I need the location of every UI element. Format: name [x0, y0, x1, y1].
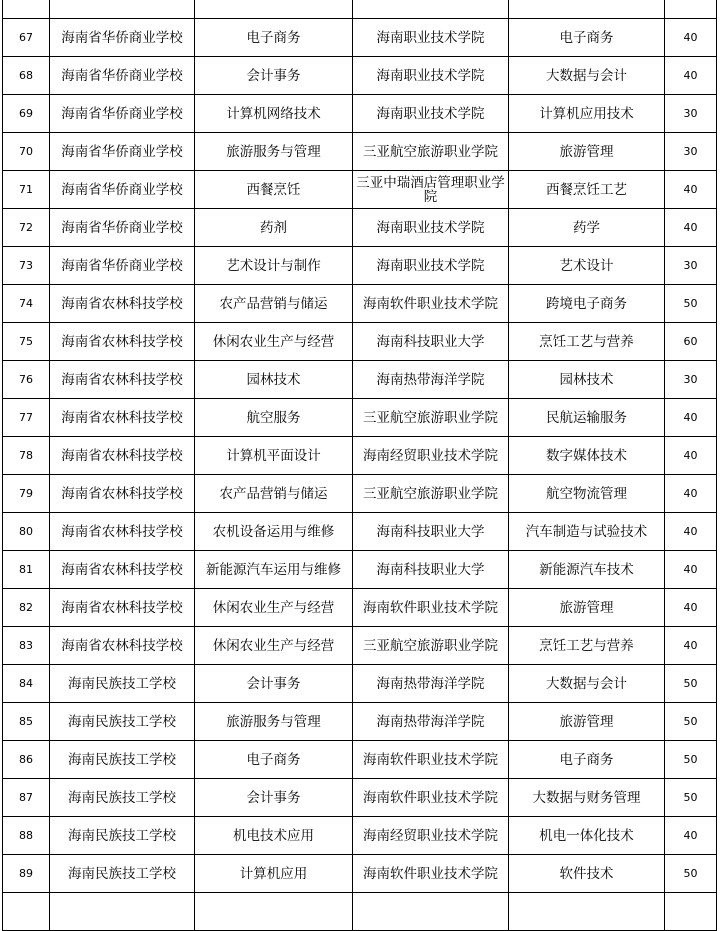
row-number-cell: 83: [3, 627, 50, 665]
college-cell: 海南软件职业技术学院: [353, 779, 509, 817]
table-row: [3, 361, 717, 399]
college-cell: 海南软件职业技术学院: [353, 741, 509, 779]
row-number-cell: 86: [3, 741, 50, 779]
quota-cell: 40: [665, 209, 717, 247]
table-row: [3, 817, 717, 855]
major-cell: 休闲农业生产与经营: [195, 589, 353, 627]
row-number-cell: 78: [3, 437, 50, 475]
major-cell: 航空服务: [195, 399, 353, 437]
row-number-cell: 71: [3, 171, 50, 209]
major-cell: 西餐烹饪: [195, 171, 353, 209]
school-cell: 海南省农林科技学校: [50, 551, 195, 589]
quota-cell: 40: [665, 399, 717, 437]
quota-cell: 40: [665, 589, 717, 627]
college-cell: 海南科技职业大学: [353, 551, 509, 589]
school-cell: 海南省华侨商业学校: [50, 171, 195, 209]
row-number-cell: 89: [3, 855, 50, 893]
quota-cell: 30: [665, 95, 717, 133]
major-cell: 农产品营销与储运: [195, 475, 353, 513]
college-cell: 海南科技职业大学: [353, 513, 509, 551]
target-major-cell: 旅游管理: [509, 703, 665, 741]
row-number-cell: 69: [3, 95, 50, 133]
major-cell: 休闲农业生产与经营: [195, 627, 353, 665]
major-cell: 会计事务: [195, 779, 353, 817]
quota-cell: 40: [665, 437, 717, 475]
major-cell: 农产品营销与储运: [195, 285, 353, 323]
major-cell: 旅游服务与管理: [195, 133, 353, 171]
school-cell: 海南省农林科技学校: [50, 513, 195, 551]
table-row: [3, 95, 717, 133]
quota-cell: 50: [665, 285, 717, 323]
row-number-cell: 79: [3, 475, 50, 513]
table-row: [3, 665, 717, 703]
quota-cell: 30: [665, 133, 717, 171]
quota-cell: [665, 0, 717, 19]
school-cell: 海南民族技工学校: [50, 665, 195, 703]
college-cell: 海南热带海洋学院: [353, 665, 509, 703]
table-row: [3, 323, 717, 361]
target-major-cell: 航空物流管理: [509, 475, 665, 513]
table-row: [3, 627, 717, 665]
major-cell: 计算机应用: [195, 855, 353, 893]
table-body: [3, 0, 717, 931]
college-cell: 海南软件职业技术学院: [353, 589, 509, 627]
row-number-cell: 76: [3, 361, 50, 399]
school-cell: 海南省华侨商业学校: [50, 57, 195, 95]
college-cell: 三亚航空旅游职业学院: [353, 627, 509, 665]
major-cell: 计算机网络技术: [195, 95, 353, 133]
quota-cell: 50: [665, 779, 717, 817]
school-cell: 海南省华侨商业学校: [50, 19, 195, 57]
target-major-cell: 软件技术: [509, 855, 665, 893]
row-number-cell: 73: [3, 247, 50, 285]
target-major-cell: [509, 893, 665, 931]
major-cell: 新能源汽车运用与维修: [195, 551, 353, 589]
major-cell: [195, 0, 353, 19]
target-major-cell: 机电一体化技术: [509, 817, 665, 855]
quota-cell: 50: [665, 703, 717, 741]
school-cell: 海南省农林科技学校: [50, 285, 195, 323]
college-cell: 海南职业技术学院: [353, 19, 509, 57]
major-cell: 电子商务: [195, 19, 353, 57]
school-cell: 海南民族技工学校: [50, 855, 195, 893]
table-row: [3, 285, 717, 323]
table-container: [2, 0, 717, 931]
quota-cell: 30: [665, 247, 717, 285]
row-number-cell: 77: [3, 399, 50, 437]
major-cell: 电子商务: [195, 741, 353, 779]
college-cell: [353, 0, 509, 19]
row-number-cell: 74: [3, 285, 50, 323]
college-cell: 三亚航空旅游职业学院: [353, 475, 509, 513]
table-row: [3, 57, 717, 95]
school-cell: 海南省华侨商业学校: [50, 209, 195, 247]
college-cell: 海南经贸职业技术学院: [353, 817, 509, 855]
college-cell: 海南热带海洋学院: [353, 703, 509, 741]
school-cell: 海南民族技工学校: [50, 779, 195, 817]
school-cell: 海南省农林科技学校: [50, 437, 195, 475]
college-cell: 海南软件职业技术学院: [353, 285, 509, 323]
row-number-cell: 82: [3, 589, 50, 627]
row-number-cell: 87: [3, 779, 50, 817]
table-row: [3, 513, 717, 551]
target-major-cell: [509, 0, 665, 19]
table-row: [3, 399, 717, 437]
target-major-cell: 旅游管理: [509, 133, 665, 171]
major-cell: 园林技术: [195, 361, 353, 399]
table-row: [3, 19, 717, 57]
target-major-cell: 跨境电子商务: [509, 285, 665, 323]
quota-cell: 50: [665, 741, 717, 779]
school-cell: 海南民族技工学校: [50, 817, 195, 855]
target-major-cell: 大数据与会计: [509, 57, 665, 95]
target-major-cell: 大数据与财务管理: [509, 779, 665, 817]
school-cell: [50, 893, 195, 931]
target-major-cell: 烹饪工艺与营养: [509, 323, 665, 361]
table-row: [3, 171, 717, 209]
table-row: [3, 247, 717, 285]
target-major-cell: 艺术设计: [509, 247, 665, 285]
row-number-cell: 75: [3, 323, 50, 361]
quota-cell: 60: [665, 323, 717, 361]
row-number-cell: 72: [3, 209, 50, 247]
table-row: [3, 133, 717, 171]
table-row: [3, 209, 717, 247]
row-number-cell: 68: [3, 57, 50, 95]
quota-cell: 40: [665, 171, 717, 209]
quota-cell: 40: [665, 513, 717, 551]
quota-cell: 30: [665, 361, 717, 399]
college-cell: 海南科技职业大学: [353, 323, 509, 361]
college-cell: 海南经贸职业技术学院: [353, 437, 509, 475]
major-cell: [195, 893, 353, 931]
table-row: [3, 779, 717, 817]
college-cell: 海南热带海洋学院: [353, 361, 509, 399]
target-major-cell: 西餐烹饪工艺: [509, 171, 665, 209]
row-number-cell: [3, 893, 50, 931]
school-cell: 海南省华侨商业学校: [50, 247, 195, 285]
school-cell: 海南民族技工学校: [50, 741, 195, 779]
row-number-cell: [3, 0, 50, 19]
college-cell: 海南软件职业技术学院: [353, 855, 509, 893]
school-cell: 海南省农林科技学校: [50, 589, 195, 627]
college-cell: 海南职业技术学院: [353, 209, 509, 247]
major-cell: 计算机平面设计: [195, 437, 353, 475]
quota-cell: 40: [665, 817, 717, 855]
table-row: [3, 475, 717, 513]
quota-cell: 40: [665, 19, 717, 57]
college-cell: 海南职业技术学院: [353, 247, 509, 285]
school-cell: 海南省农林科技学校: [50, 361, 195, 399]
college-cell: 三亚航空旅游职业学院: [353, 399, 509, 437]
target-major-cell: 大数据与会计: [509, 665, 665, 703]
school-cell: 海南省华侨商业学校: [50, 95, 195, 133]
quota-cell: 40: [665, 627, 717, 665]
school-cell: 海南省农林科技学校: [50, 323, 195, 361]
major-cell: 机电技术应用: [195, 817, 353, 855]
quota-cell: 50: [665, 855, 717, 893]
target-major-cell: 数字媒体技术: [509, 437, 665, 475]
school-cell: 海南省农林科技学校: [50, 627, 195, 665]
target-major-cell: 新能源汽车技术: [509, 551, 665, 589]
admission-table: [2, 0, 717, 931]
major-cell: 休闲农业生产与经营: [195, 323, 353, 361]
major-cell: 会计事务: [195, 57, 353, 95]
target-major-cell: 烹饪工艺与营养: [509, 627, 665, 665]
college-cell: 海南职业技术学院: [353, 95, 509, 133]
major-cell: 药剂: [195, 209, 353, 247]
college-cell: 三亚航空旅游职业学院: [353, 133, 509, 171]
target-major-cell: 汽车制造与试验技术: [509, 513, 665, 551]
table-row: [3, 855, 717, 893]
table-row: [3, 0, 717, 19]
table-row: [3, 551, 717, 589]
target-major-cell: 药学: [509, 209, 665, 247]
major-cell: 艺术设计与制作: [195, 247, 353, 285]
school-cell: 海南省农林科技学校: [50, 475, 195, 513]
table-row: [3, 741, 717, 779]
row-number-cell: 67: [3, 19, 50, 57]
target-major-cell: 旅游管理: [509, 589, 665, 627]
college-cell: [353, 893, 509, 931]
school-cell: 海南省农林科技学校: [50, 399, 195, 437]
major-cell: 会计事务: [195, 665, 353, 703]
college-cell: 三亚中瑞酒店管理职业学院: [353, 171, 509, 209]
target-major-cell: 电子商务: [509, 19, 665, 57]
row-number-cell: 85: [3, 703, 50, 741]
quota-cell: 40: [665, 551, 717, 589]
major-cell: 农机设备运用与维修: [195, 513, 353, 551]
row-number-cell: 88: [3, 817, 50, 855]
major-cell: 旅游服务与管理: [195, 703, 353, 741]
target-major-cell: 计算机应用技术: [509, 95, 665, 133]
quota-cell: [665, 893, 717, 931]
table-row: [3, 589, 717, 627]
row-number-cell: 81: [3, 551, 50, 589]
row-number-cell: 84: [3, 665, 50, 703]
school-cell: [50, 0, 195, 19]
quota-cell: 50: [665, 665, 717, 703]
quota-cell: 40: [665, 57, 717, 95]
table-row: [3, 703, 717, 741]
college-cell: 海南职业技术学院: [353, 57, 509, 95]
target-major-cell: 园林技术: [509, 361, 665, 399]
school-cell: 海南民族技工学校: [50, 703, 195, 741]
target-major-cell: 民航运输服务: [509, 399, 665, 437]
quota-cell: 40: [665, 475, 717, 513]
table-row: [3, 437, 717, 475]
row-number-cell: 80: [3, 513, 50, 551]
table-row: [3, 893, 717, 931]
school-cell: 海南省华侨商业学校: [50, 133, 195, 171]
row-number-cell: 70: [3, 133, 50, 171]
target-major-cell: 电子商务: [509, 741, 665, 779]
